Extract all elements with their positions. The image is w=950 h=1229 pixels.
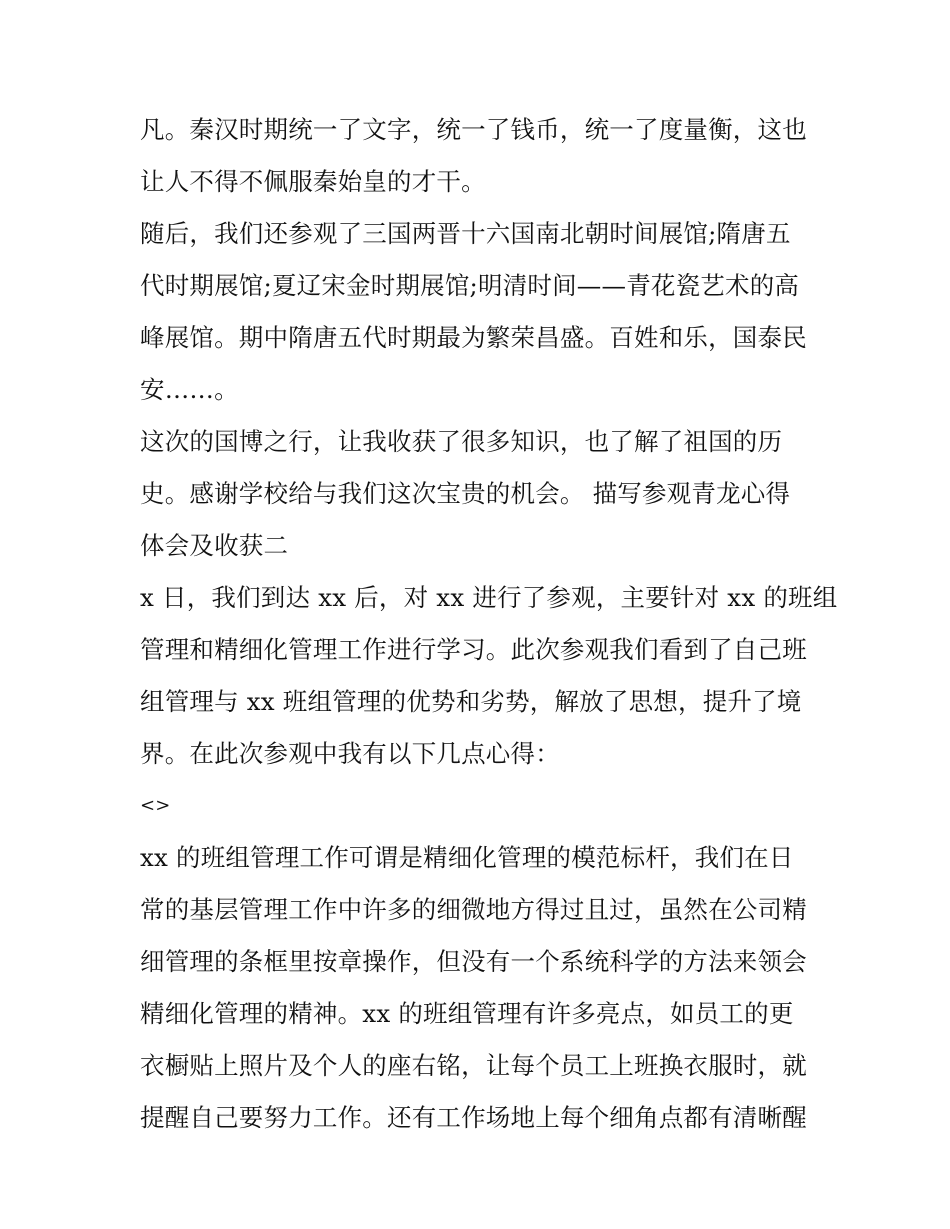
text-line: 峰展馆。期中隋唐五代时期最为繁荣昌盛。百姓和乐，国泰民 — [140, 323, 807, 352]
document-body — [140, 104, 838, 1144]
text-line: 提醒自己要努力工作。还有工作场地上每个细角点都有清晰醒 — [140, 1103, 807, 1132]
text-line: 体会及收获二 — [140, 531, 289, 560]
text-line: xx 的班组管理工作可谓是精细化管理的模范标杆，我们在日 — [140, 843, 794, 872]
text-line: 史。感谢学校给与我们这次宝贵的机会。 描写参观青龙心得 — [140, 479, 791, 508]
text-line: 代时期展馆;夏辽宋金时期展馆;明清时间——青花瓷艺术的高 — [140, 271, 800, 300]
text-line: x 日，我们到达 xx 后，对 xx 进行了参观，主要针对 xx 的班组 — [140, 583, 838, 612]
text-line: 管理和精细化管理工作进行学习。此次参观我们看到了自己班 — [140, 635, 807, 664]
text-line: 凡。秦汉时期统一了文字，统一了钱币，统一了度量衡，这也 — [140, 115, 807, 144]
text-line: 让人不得不佩服秦始皇的才干。 — [140, 167, 486, 196]
text-line: 安……。 — [140, 375, 239, 404]
text-line: 这次的国博之行，让我收获了很多知识，也了解了祖国的历 — [140, 427, 783, 456]
text-line: 常的基层管理工作中许多的细微地方得过且过，虽然在公司精 — [140, 895, 807, 924]
text-line: 组管理与 xx 班组管理的优势和劣势，解放了思想，提升了境 — [140, 687, 802, 716]
text-line: 精细化管理的精神。xx 的班组管理有许多亮点，如员工的更 — [140, 999, 794, 1028]
text-line: 随后，我们还参观了三国两晋十六国南北朝时间展馆;隋唐五 — [140, 219, 791, 248]
text-line: 细管理的条框里按章操作，但没有一个系统科学的方法来领会 — [140, 947, 807, 976]
text-line: 界。在此次参观中我有以下几点心得： — [140, 739, 560, 768]
text-line: 衣橱贴上照片及个人的座右铭，让每个员工上班换衣服时，就 — [140, 1051, 807, 1080]
placeholder-marker: <> — [140, 795, 171, 816]
